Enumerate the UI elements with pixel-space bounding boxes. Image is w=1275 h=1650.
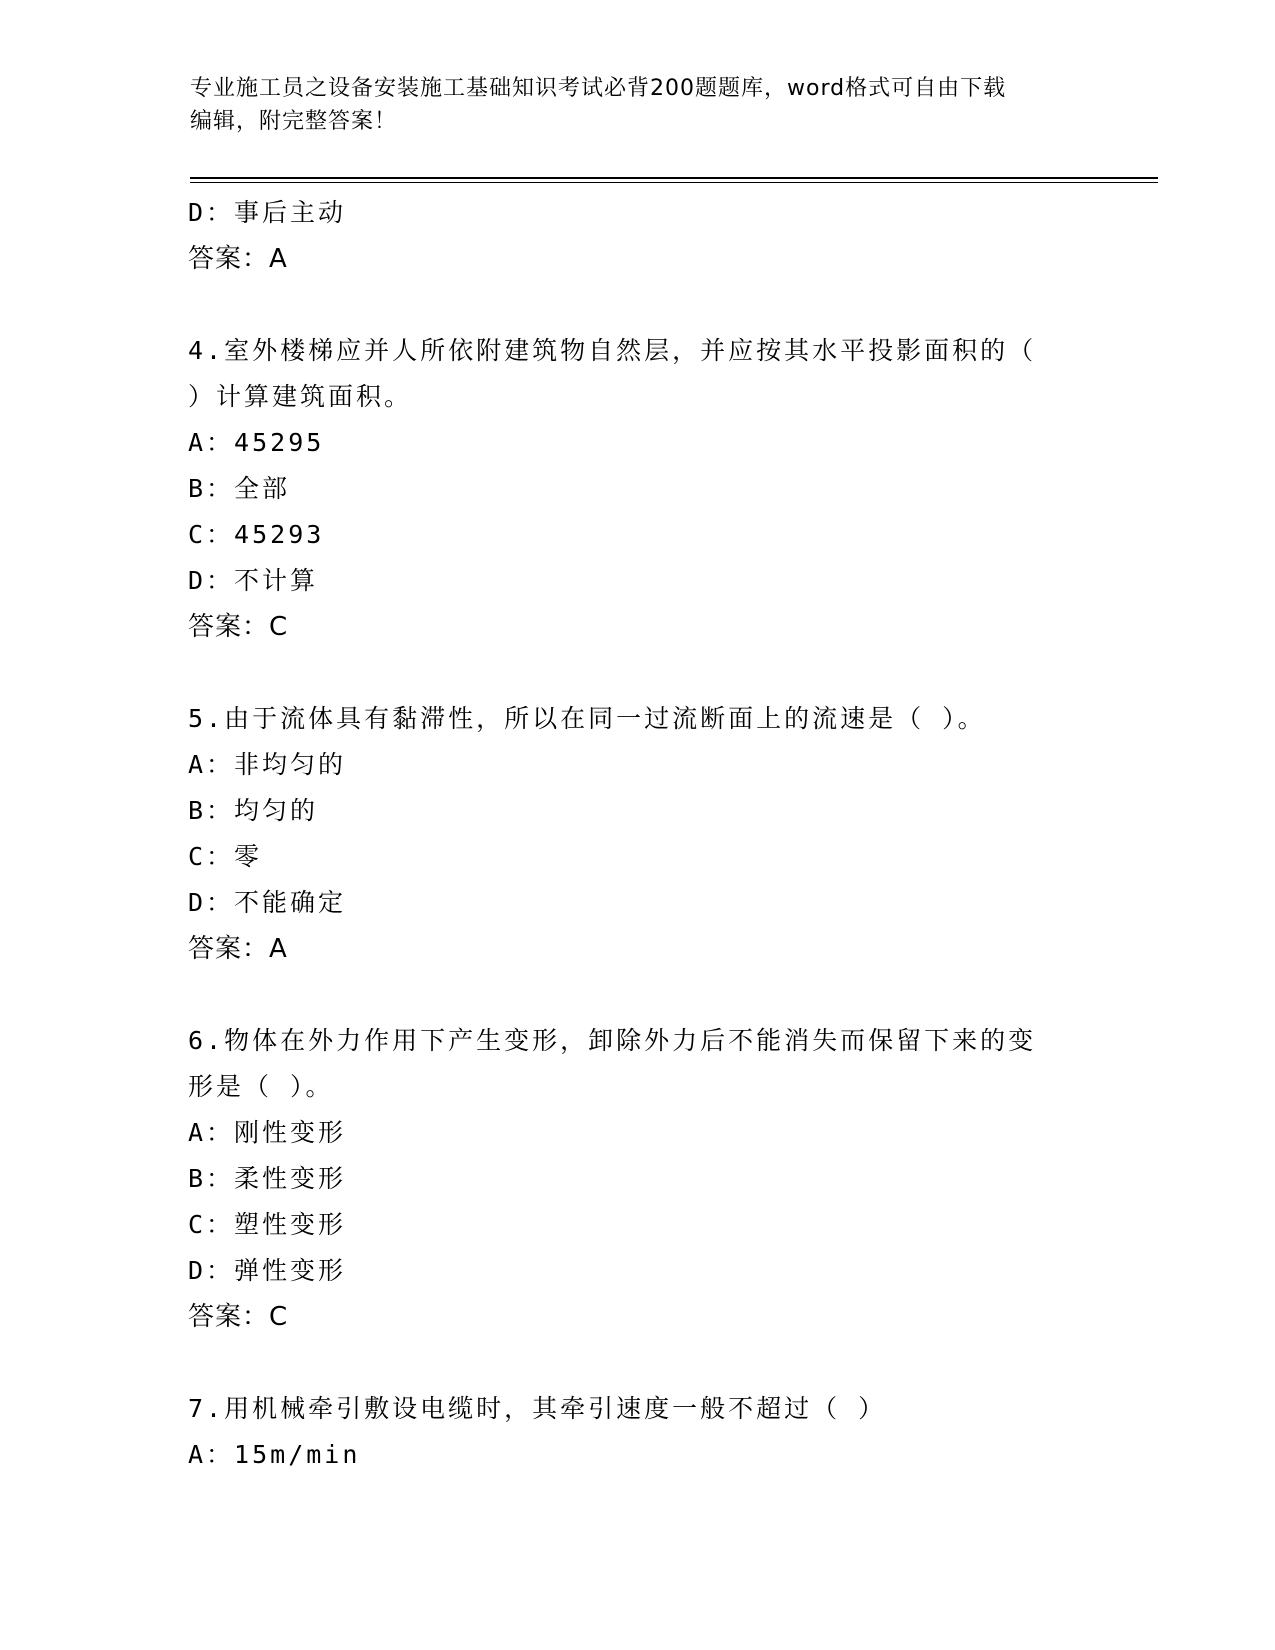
- question-block-5: [188, 696, 1088, 972]
- option-b: B：均匀的: [188, 796, 319, 825]
- option-a: A：非均匀的: [188, 750, 347, 779]
- question-stem: 7.用机械牵引敷设电缆时，其牵引速度一般不超过（ ）: [188, 1394, 887, 1423]
- document-header: [190, 72, 1090, 138]
- option-d: D：弹性变形: [188, 1256, 347, 1285]
- header-title-line-2: 编辑，附完整答案！: [190, 109, 398, 134]
- answer-line: 答案：C: [188, 612, 289, 642]
- question-block-prev: [188, 190, 1088, 282]
- option-d: D：事后主动: [188, 198, 347, 227]
- question-spacer: [188, 282, 1088, 328]
- header-divider-thick: [190, 177, 1158, 179]
- question-stem-continued: 形是（ ）。: [188, 1072, 334, 1101]
- question-stem: 5.由于流体具有黏滞性，所以在同一过流断面上的流速是（ ）。: [188, 704, 986, 733]
- question-stem-continued: ）计算建筑面积。: [188, 382, 413, 411]
- header-divider-thin: [190, 182, 1158, 183]
- option-c: C：45293: [188, 520, 325, 549]
- option-b: B：全部: [188, 474, 291, 503]
- answer-line: 答案：A: [188, 244, 288, 274]
- answer-line: 答案：A: [188, 934, 288, 964]
- option-c: C：塑性变形: [188, 1210, 347, 1239]
- option-d: D：不计算: [188, 566, 319, 595]
- question-block-4: [188, 328, 1088, 650]
- option-d: D：不能确定: [188, 888, 347, 917]
- header-title-line-1: 专业施工员之设备安装施工基础知识考试必背200题题库，word格式可自由下载: [190, 76, 1007, 101]
- question-spacer: [188, 972, 1088, 1018]
- question-spacer: [188, 1340, 1088, 1386]
- option-a: A：45295: [188, 428, 325, 457]
- answer-line: 答案：C: [188, 1302, 289, 1332]
- question-spacer: [188, 650, 1088, 696]
- question-stem: 6.物体在外力作用下产生变形，卸除外力后不能消失而保留下来的变: [188, 1026, 1037, 1055]
- option-c: C：零: [188, 842, 263, 871]
- question-list: [188, 190, 1088, 1478]
- option-a: A：刚性变形: [188, 1118, 347, 1147]
- question-block-6: [188, 1018, 1088, 1340]
- option-a: A：15m/min: [188, 1440, 361, 1469]
- question-block-7: [188, 1386, 1088, 1478]
- option-b: B：柔性变形: [188, 1164, 347, 1193]
- question-stem: 4.室外楼梯应并人所依附建筑物自然层，并应按其水平投影面积的（: [188, 336, 1037, 365]
